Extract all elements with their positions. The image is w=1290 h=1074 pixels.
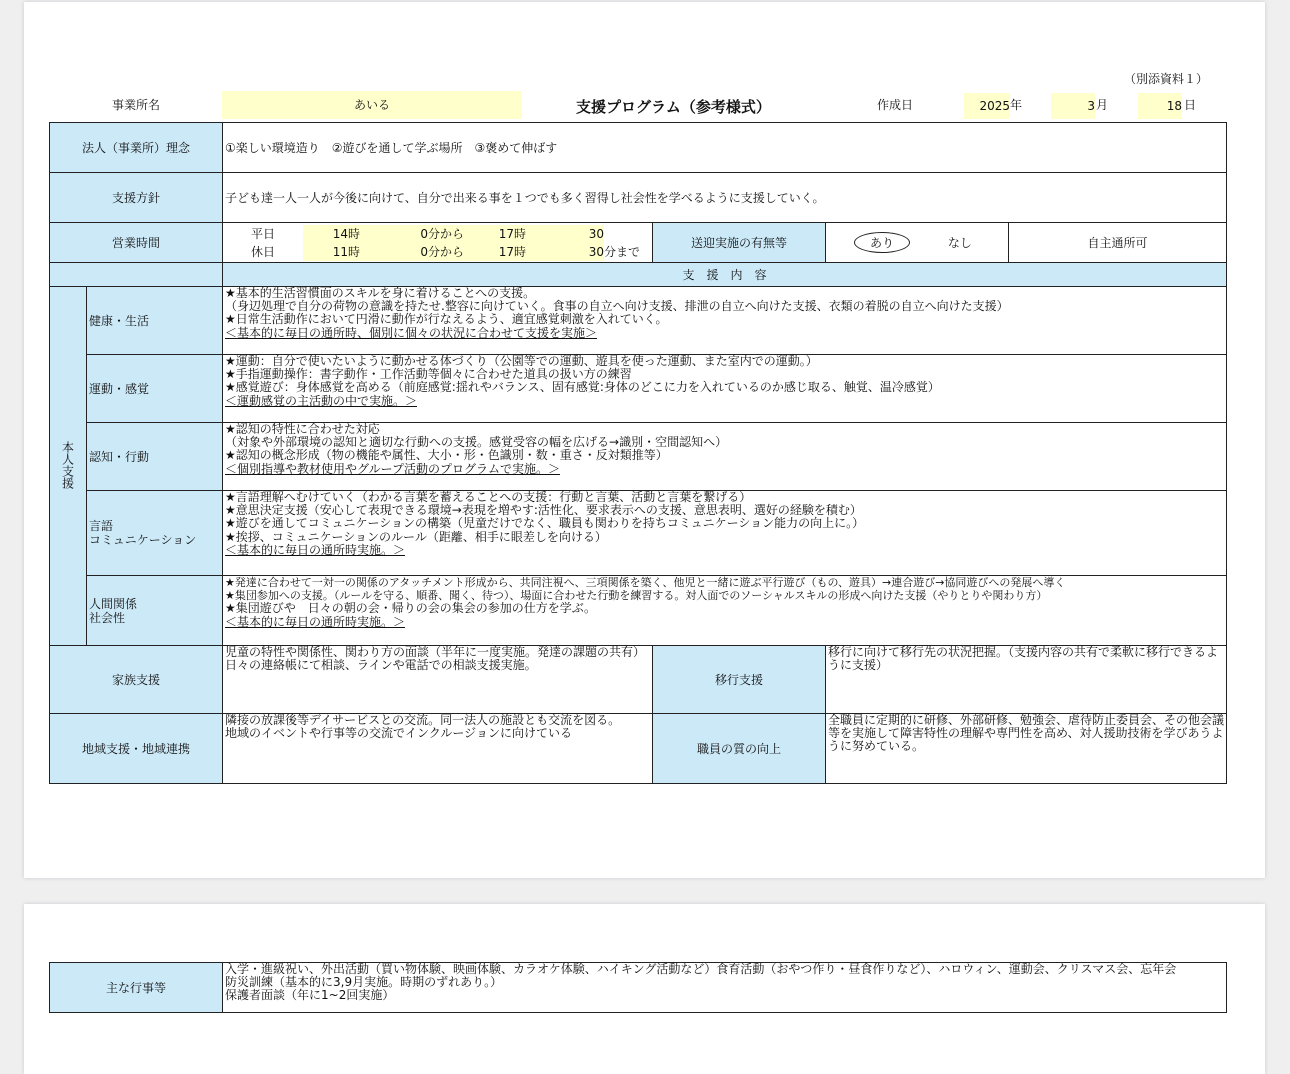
events-content <box>223 963 1227 1013</box>
events-table <box>49 962 1227 1013</box>
weekday-end-hour-unit: 時 <box>514 225 564 243</box>
philosophy-text: ①楽しい環境造り ②遊びを通して学ぶ場所 ③褒めて伸ばす <box>223 123 1227 173</box>
holiday-from: 分から <box>428 243 474 261</box>
transport-no: なし <box>947 236 972 250</box>
hours-cell <box>223 223 653 263</box>
personal-row-content <box>223 355 1227 423</box>
day-unit: 日 <box>1184 98 1197 112</box>
office-name-label: 事業所名 <box>112 98 161 112</box>
office-name-value: あいる <box>222 91 522 119</box>
holiday-label: 休日 <box>251 245 276 259</box>
holiday-start-hour: 11 <box>303 243 348 261</box>
content-line: ★日常生活動作において円滑に動作が行なえるよう、適宜感覚刺激を入れていく。 <box>225 312 668 327</box>
personal-row-label: 運動・感覚 <box>87 355 223 423</box>
staff-quality-label: 職員の質の向上 <box>653 714 826 784</box>
policy-text: 子ども達一人一人が今後に向けて、自分で出来る事を１つでも多く習得し社会性を学べるように支援していく。 <box>223 173 1227 223</box>
holiday-end-hour: 17 <box>474 243 514 261</box>
document-page-2 <box>24 904 1265 1074</box>
community-label: 地域支援・地域連携 <box>50 714 223 784</box>
support-program-table <box>49 122 1227 784</box>
personal-row <box>50 423 1227 491</box>
content-line: 隣接の放課後等デイサービスとの交流。同一法人の施設とも交流を図る。 <box>225 713 621 727</box>
content-line: ★挨拶、コミュニケーションのルール（距離、相手に眼差しを向ける） <box>225 529 607 544</box>
year-unit: 年 <box>1010 98 1023 112</box>
support-header-row <box>50 263 1227 287</box>
content-line: ★集団遊びや 日々の朝の会・帰りの会の集会の参加の仕方を学ぶ。 <box>225 601 597 616</box>
personal-row <box>50 576 1227 646</box>
hours-row <box>50 223 1227 263</box>
content-line: ＜基本的に毎日の通所時、個別に個々の状況に合わせて支援を実施＞ <box>225 325 598 340</box>
created-year: 2025 <box>964 93 1010 119</box>
personal-row-label: 言語 コミュニケーション <box>87 491 223 576</box>
content-line: ★発達に合わせて一対一の関係のアタッチメント形成から、共同注視へ、三項関係を築く、他児と一緒に遊ぶ平行遊び（もの、遊具）→連合遊び→協同遊びへの発展へ導く <box>225 576 1066 589</box>
content-line: 日々の連絡帳にて相談、ラインや電話での相談支援実施。 <box>225 658 537 673</box>
content-line: ★遊びを通してコミュニケーションの構築（児童だけでなく、職員も関わりを持ちコミュニケーション能力の向上に。） <box>225 516 865 531</box>
weekday-hour-unit: 時 <box>348 225 388 243</box>
personal-row <box>50 355 1227 423</box>
content-line: 児童の特性や関係性、関わり方の面談（半年に一度実施。発達の課題の共有） <box>225 645 646 659</box>
staff-quality-text: 全職員に定期的に研修、外部研修、勉強会、虐待防止委員会、その他会議等を実施して障害特性の理解や専門性を高め、対人援助技術を学びあうように努めている。 <box>826 714 1227 784</box>
content-line: 地域のイベントや行事等の交流でインクルージョンに向けている <box>225 726 572 741</box>
transition-label: 移行支援 <box>653 646 826 714</box>
holiday-start-minute: 0 <box>388 243 428 261</box>
support-header: 支 援 内 容 <box>223 263 1227 287</box>
month-unit: 月 <box>1096 98 1109 112</box>
content-line: ★運動：自分で使いたいように動かせる体づくり（公園等での運動、遊具を使った運動、また室内での運動。） <box>225 354 818 368</box>
holiday-end-minute-unit: 分まで <box>604 245 641 259</box>
philosophy-row <box>50 123 1227 173</box>
weekday-start-minute: 0 <box>388 225 428 243</box>
document-title: 支援プログラム（参考様式） <box>576 98 771 116</box>
weekday-end-hour: 17 <box>474 225 514 243</box>
content-line: ★基本的生活習慣面のスキルを身に着けることへの支援。 <box>225 286 536 300</box>
philosophy-label: 法人（事業所）理念 <box>50 123 223 173</box>
content-line: ★感覚遊び：身体感覚を高める（前庭感覚:揺れやバランス、固有感覚:身体のどこに力を入れているのか感じ取る、触覚、温冷感覚） <box>225 380 940 395</box>
personal-row-content <box>223 287 1227 355</box>
created-day: 18 <box>1138 93 1182 119</box>
events-row <box>50 963 1227 1013</box>
personal-row-content <box>223 576 1227 646</box>
weekday-end-minute-unit <box>604 225 652 243</box>
document-page-1 <box>24 2 1265 878</box>
personal-support-label <box>50 287 87 646</box>
content-line: 防災訓練（基本的に3,9月実施。時期のずれあり。） <box>225 975 503 990</box>
holiday-end-hour-unit: 時 <box>514 243 564 261</box>
personal-support-vertical-text: 本人支援 <box>60 440 75 489</box>
policy-row <box>50 173 1227 223</box>
events-label: 主な行事等 <box>50 963 223 1013</box>
content-line: ＜基本的に毎日の通所時実施。＞ <box>225 614 406 629</box>
created-date-label: 作成日 <box>877 98 914 112</box>
content-line: 入学・進級祝い、外出活動（買い物体験、映画体験、カラオケ体験、ハイキング活動など）食育活動（おやつ作り・昼食作りなど）、ハロウィン、運動会、クリスマス会、忘年会 <box>225 962 1177 976</box>
family-content <box>223 646 653 714</box>
transition-text: 移行に向けて移行先の状況把握。（支援内容の共有で柔軟に移行できるように支援） <box>826 646 1227 714</box>
weekday-end-minute: 30 <box>564 225 604 243</box>
transport-note: 自主通所可 <box>1009 223 1227 263</box>
content-line: ＜基本的に毎日の通所時実施。＞ <box>225 542 406 557</box>
transport-yes-circled: あり <box>854 232 910 253</box>
weekday-label: 平日 <box>251 227 276 241</box>
content-line: ★集団参加への支援。（ルールを守る、順番、聞く、待つ）、場面に合わせた行動を練習する。対人面でのソーシャルスキルの形成へ向けた支援（やりとりや関わり方） <box>225 589 1048 603</box>
content-line: （対象や外部環境の認知と適切な行動への支援。感覚受容の幅を広げる→識別・空間認知へ） <box>225 435 728 450</box>
content-line: ★意思決定支援（安心して表現できる環境→表現を増やす:活性化、要求表示への支援、意思表明、選好の経験を積む） <box>225 503 862 518</box>
personal-row-label: 人間関係 社会性 <box>87 576 223 646</box>
content-line: ＜個別指導や教材使用やグループ活動のプログラムで実施。＞ <box>225 461 560 476</box>
created-month: 3 <box>1051 93 1095 119</box>
content-line: ＜運動感覚の主活動の中で実施。＞ <box>225 393 418 408</box>
family-row <box>50 646 1227 714</box>
personal-row <box>50 491 1227 576</box>
support-header-blank <box>50 263 223 287</box>
annex-label: （別添資料１） <box>1124 72 1209 86</box>
community-content <box>223 714 653 784</box>
personal-row-label: 認知・行動 <box>87 423 223 491</box>
family-label: 家族支援 <box>50 646 223 714</box>
weekday-from: 分から <box>428 225 474 243</box>
content-line: ★認知の特性に合わせた対応 <box>225 422 380 436</box>
holiday-hour-unit: 時 <box>348 243 388 261</box>
weekday-start-hour: 14 <box>303 225 348 243</box>
content-line: （身辺処理で自分の荷物の意識を持たせ.整容に向けていく。食事の自立へ向け支援、排泄の自立へ向けた支援、衣類の着脱の自立へ向けた支援） <box>225 299 1009 314</box>
personal-row <box>50 287 1227 355</box>
policy-label: 支援方針 <box>50 173 223 223</box>
community-row <box>50 714 1227 784</box>
personal-row-content <box>223 491 1227 576</box>
content-line: ★言語理解へむけていく（わかる言葉を蓄えることへの支援：行動と言葉、活動と言葉を繋げる） <box>225 490 752 504</box>
personal-row-content <box>223 423 1227 491</box>
transport-label: 送迎実施の有無等 <box>653 223 826 263</box>
holiday-end-minute: 30 <box>564 243 604 261</box>
content-line: ★認知の概念形成（物の機能や属性、大小・形・色識別・数・重さ・反対類推等） <box>225 448 668 463</box>
content-line: 保護者面談（年に1~2回実施） <box>225 988 395 1003</box>
content-line: ★手指運動操作：書字動作・工作活動等個々に合わせた道具の扱い方の練習 <box>225 367 632 382</box>
hours-label: 営業時間 <box>50 223 223 263</box>
hours-table <box>223 225 652 261</box>
transport-options <box>826 223 1009 263</box>
weekday-hours <box>223 225 652 243</box>
holiday-hours <box>223 243 652 261</box>
personal-row-label: 健康・生活 <box>87 287 223 355</box>
